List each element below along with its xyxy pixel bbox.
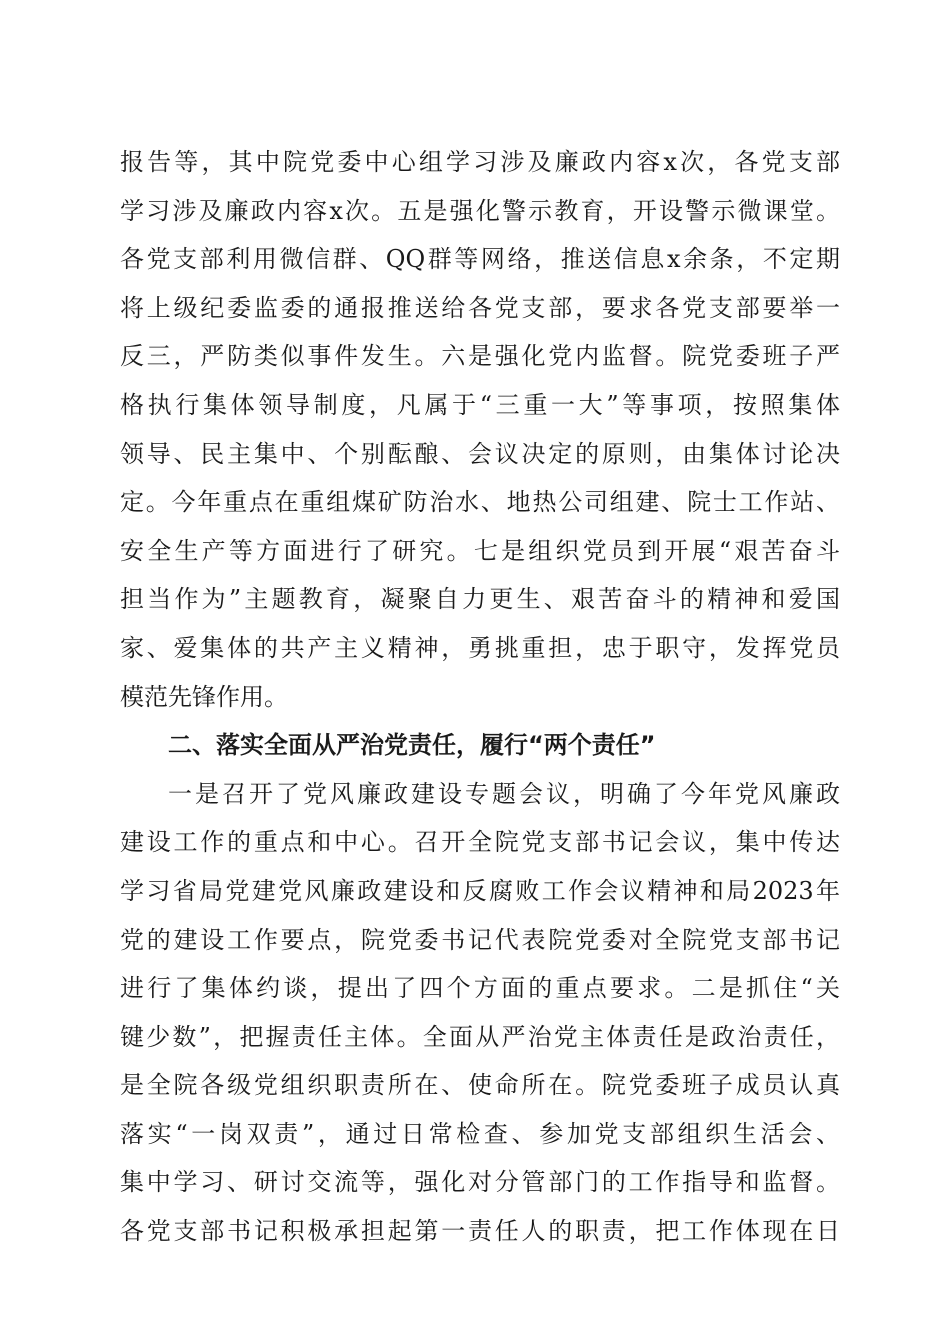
paragraph-line: 将上级纪委监委的通报推送给各党支部，要求各党支部要举一 <box>120 293 840 322</box>
paragraph-line: 学习省局党建党风廉政建设和反腐败工作会议精神和局2023年 <box>120 876 840 905</box>
paragraph-line: 建设工作的重点和中心。召开全院党支部书记会议，集中传达 <box>120 828 840 857</box>
paragraph-line: 集中学习、研讨交流等，强化对分管部门的工作指导和监督。 <box>120 1168 840 1197</box>
paragraph-line: 进行了集体约谈，提出了四个方面的重点要求。二是抓住“关 <box>120 974 840 1003</box>
paragraph-line: 键少数”，把握责任主体。全面从严治党主体责任是政治责任， <box>120 1022 840 1051</box>
paragraph-line: 各党支部书记积极承担起第一责任人的职责，把工作体现在日 <box>120 1217 840 1246</box>
paragraph-line: 一是召开了党风廉政建设专题会议，明确了今年党风廉政 <box>168 779 840 808</box>
paragraph-line: 各党支部利用微信群、QQ群等网络，推送信息x余条，不定期 <box>120 245 840 274</box>
paragraph-line: 落实“一岗双责”，通过日常检查、参加党支部组织生活会、 <box>120 1119 840 1148</box>
paragraph-line: 是全院各级党组织职责所在、使命所在。院党委班子成员认真 <box>120 1071 840 1100</box>
paragraph-line: 格执行集体领导制度，凡属于“三重一大”等事项，按照集体 <box>120 390 840 419</box>
document-body <box>120 138 840 1256</box>
paragraph-line: 学习涉及廉政内容x次。五是强化警示教育，开设警示微课堂。 <box>120 196 840 225</box>
paragraph-line: 报告等，其中院党委中心组学习涉及廉政内容x次，各党支部 <box>120 148 840 176</box>
paragraph-line: 定。今年重点在重组煤矿防治水、地热公司组建、院士工作站、 <box>120 488 840 517</box>
paragraph-line: 模范先锋作用。 <box>120 682 288 711</box>
paragraph-line: 领导、民主集中、个别酝酿、会议决定的原则，由集体讨论决 <box>120 439 840 468</box>
paragraph-line: 担当作为”主题教育，凝聚自力更生、艰苦奋斗的精神和爱国 <box>120 585 840 614</box>
paragraph-line: 家、爱集体的共产主义精神，勇挑重担，忠于职守，发挥党员 <box>120 633 840 662</box>
paragraph-line: 安全生产等方面进行了研究。七是组织党员到开展“艰苦奋斗 <box>120 536 840 565</box>
paragraph-line: 党的建设工作要点，院党委书记代表院党委对全院党支部书记 <box>120 925 840 954</box>
paragraph-line: 反三，严防类似事件发生。六是强化党内监督。院党委班子严 <box>120 342 840 371</box>
section-heading: 二、落实全面从严治党责任，履行“两个责任” <box>168 731 656 760</box>
